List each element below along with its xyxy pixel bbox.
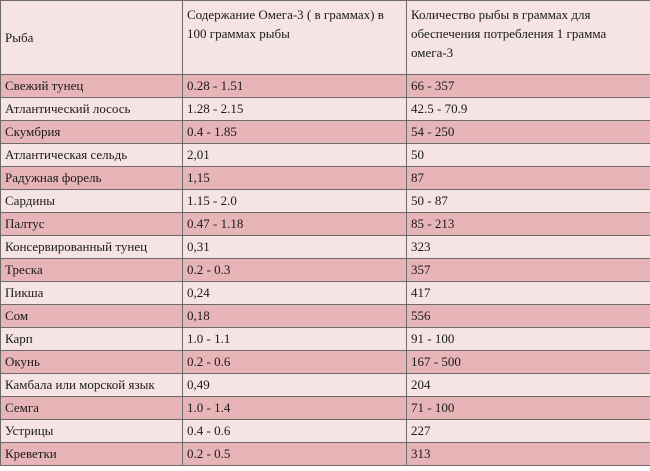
cell-fish: Треска bbox=[1, 259, 183, 282]
header-row bbox=[1, 1, 650, 75]
cell-fish-amount: 50 bbox=[407, 144, 650, 167]
cell-omega3-content: 1.0 - 1.4 bbox=[183, 397, 407, 420]
table-row bbox=[1, 443, 650, 466]
cell-fish: Семга bbox=[1, 397, 183, 420]
cell-fish: Консервированный тунец bbox=[1, 236, 183, 259]
cell-fish: Свежий тунец bbox=[1, 75, 183, 98]
cell-fish-amount: 227 bbox=[407, 420, 650, 443]
cell-fish-amount: 417 bbox=[407, 282, 650, 305]
table-header bbox=[1, 1, 650, 75]
cell-fish-amount: 204 bbox=[407, 374, 650, 397]
cell-fish: Сом bbox=[1, 305, 183, 328]
cell-fish-amount: 323 bbox=[407, 236, 650, 259]
table-row bbox=[1, 420, 650, 443]
header-omega3-content: Содержание Омега-3 ( в граммах) в 100 граммах рыбы bbox=[183, 1, 407, 75]
cell-fish: Креветки bbox=[1, 443, 183, 466]
table-row bbox=[1, 236, 650, 259]
cell-fish: Окунь bbox=[1, 351, 183, 374]
table-row bbox=[1, 374, 650, 397]
cell-omega3-content: 0.2 - 0.5 bbox=[183, 443, 407, 466]
cell-fish-amount: 66 - 357 bbox=[407, 75, 650, 98]
table-row bbox=[1, 75, 650, 98]
cell-omega3-content: 2,01 bbox=[183, 144, 407, 167]
cell-omega3-content: 0,24 bbox=[183, 282, 407, 305]
cell-fish: Палтус bbox=[1, 213, 183, 236]
cell-fish: Атлантический лосось bbox=[1, 98, 183, 121]
table-row bbox=[1, 144, 650, 167]
cell-fish: Скумбрия bbox=[1, 121, 183, 144]
cell-fish: Сардины bbox=[1, 190, 183, 213]
cell-omega3-content: 0.4 - 1.85 bbox=[183, 121, 407, 144]
cell-fish: Устрицы bbox=[1, 420, 183, 443]
cell-fish-amount: 50 - 87 bbox=[407, 190, 650, 213]
table-row bbox=[1, 397, 650, 420]
cell-omega3-content: 0.2 - 0.3 bbox=[183, 259, 407, 282]
cell-fish: Радужная форель bbox=[1, 167, 183, 190]
cell-omega3-content: 0.47 - 1.18 bbox=[183, 213, 407, 236]
cell-fish: Карп bbox=[1, 328, 183, 351]
table-row bbox=[1, 213, 650, 236]
cell-fish: Пикша bbox=[1, 282, 183, 305]
cell-fish-amount: 91 - 100 bbox=[407, 328, 650, 351]
table-body bbox=[1, 75, 650, 466]
header-fish: Рыба bbox=[1, 1, 183, 75]
cell-omega3-content: 1.15 - 2.0 bbox=[183, 190, 407, 213]
cell-fish-amount: 313 bbox=[407, 443, 650, 466]
cell-fish-amount: 85 - 213 bbox=[407, 213, 650, 236]
cell-omega3-content: 0.4 - 0.6 bbox=[183, 420, 407, 443]
cell-fish-amount: 556 bbox=[407, 305, 650, 328]
table-row bbox=[1, 328, 650, 351]
cell-fish-amount: 87 bbox=[407, 167, 650, 190]
table-row bbox=[1, 167, 650, 190]
cell-omega3-content: 1.0 - 1.1 bbox=[183, 328, 407, 351]
cell-omega3-content: 1,15 bbox=[183, 167, 407, 190]
table-row bbox=[1, 282, 650, 305]
cell-fish: Камбала или морской язык bbox=[1, 374, 183, 397]
table-row bbox=[1, 305, 650, 328]
cell-fish: Атлантическая сельдь bbox=[1, 144, 183, 167]
cell-omega3-content: 0,18 bbox=[183, 305, 407, 328]
cell-fish-amount: 42.5 - 70.9 bbox=[407, 98, 650, 121]
cell-omega3-content: 1.28 - 2.15 bbox=[183, 98, 407, 121]
cell-omega3-content: 0,49 bbox=[183, 374, 407, 397]
table-row bbox=[1, 98, 650, 121]
table-row bbox=[1, 121, 650, 144]
cell-fish-amount: 167 - 500 bbox=[407, 351, 650, 374]
header-fish-amount: Количество рыбы в граммах для обеспечения потребления 1 грамма омега-3 bbox=[407, 1, 650, 75]
table-row bbox=[1, 351, 650, 374]
cell-omega3-content: 0.28 - 1.51 bbox=[183, 75, 407, 98]
cell-fish-amount: 71 - 100 bbox=[407, 397, 650, 420]
table-row bbox=[1, 259, 650, 282]
cell-fish-amount: 54 - 250 bbox=[407, 121, 650, 144]
cell-omega3-content: 0,31 bbox=[183, 236, 407, 259]
cell-fish-amount: 357 bbox=[407, 259, 650, 282]
table-row bbox=[1, 190, 650, 213]
cell-omega3-content: 0.2 - 0.6 bbox=[183, 351, 407, 374]
